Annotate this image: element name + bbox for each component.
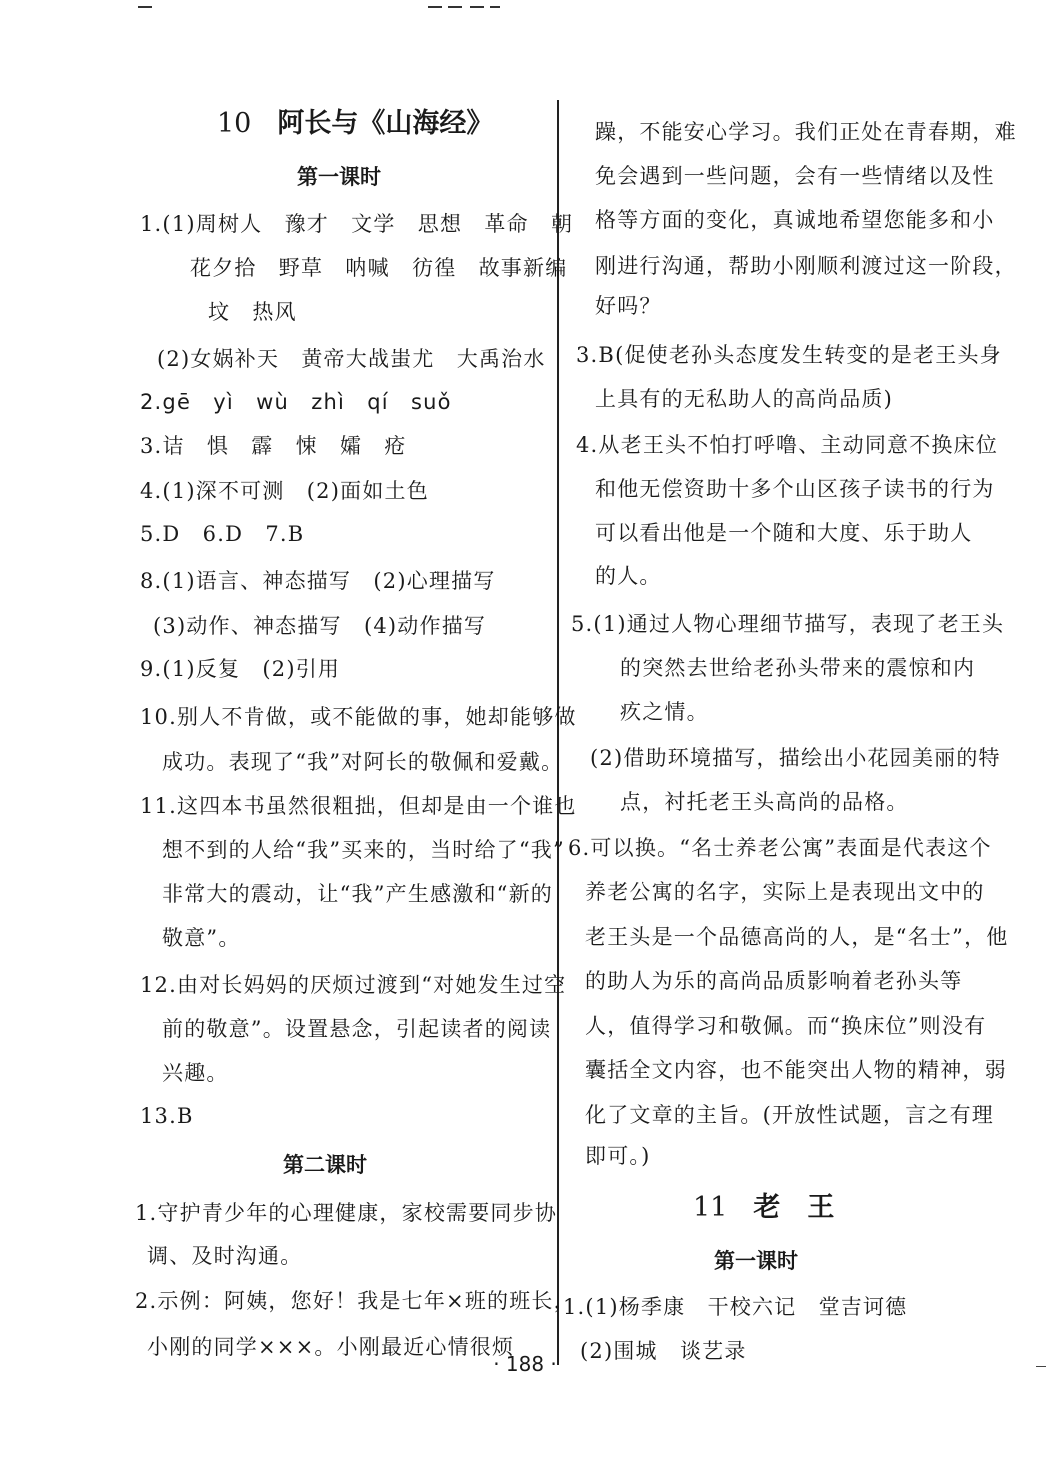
column-divider — [557, 100, 559, 1365]
answer-line: 10.别人不肯做，或不能做的事，她却能够做 — [140, 705, 577, 729]
answer-line: 11.这四本书虽然很粗拙，但却是由一个谁也 — [140, 794, 577, 818]
lesson-number: 11 — [693, 1192, 728, 1223]
lesson-title: 老 王 — [753, 1192, 835, 1223]
answer-line: 想不到的人给“我”买来的，当时给了“我” — [162, 838, 565, 862]
answer-line: (2)围城 谈艺录 — [580, 1339, 747, 1363]
answer-line: 1.守护青少年的心理健康，家校需要同步协 — [135, 1201, 558, 1225]
answer-line: (3)动作、神态描写 (4)动作描写 — [153, 614, 487, 638]
answer-line: 的人。 — [595, 564, 662, 588]
section-heading: 第一课时 — [714, 1249, 798, 1273]
answer-line: 坟 热风 — [208, 300, 297, 324]
answer-line: 格等方面的变化，真诚地希望您能多和小 — [595, 208, 995, 232]
answer-line: 化了文章的主旨。(开放性试题，言之有理 — [585, 1103, 994, 1127]
answer-line: 人，值得学习和敬佩。而“换床位”则没有 — [585, 1014, 987, 1038]
answer-line: 疚之情。 — [620, 700, 709, 724]
answer-line: 刚进行沟通，帮助小刚顺利渡过这一阶段， — [595, 254, 1017, 278]
answer-line: 8.(1)语言、神态描写 (2)心理描写 — [140, 569, 496, 593]
answer-line: 的突然去世给老孙头带来的震惊和内 — [620, 656, 976, 680]
answer-line: 3.诘 惧 霹 悚 孀 疮 — [140, 434, 407, 458]
lesson-11-heading — [693, 1190, 834, 1226]
answer-line: 2.gē yì wù zhì qí suǒ — [140, 390, 452, 414]
answer-line: 兴趣。 — [162, 1061, 229, 1085]
answer-line: 成功。表现了“我”对阿长的敬佩和爱戴。 — [162, 750, 564, 774]
scan-edge-marks — [0, 0, 1050, 14]
answer-line: (2)借助环境描写，描绘出小花园美丽的特 — [590, 746, 1001, 770]
answer-line: 小刚的同学×××。小刚最近心情很烦 — [147, 1335, 515, 1359]
answer-line: 囊括全文内容，也不能突出人物的精神，弱 — [585, 1058, 1007, 1082]
lesson-number: 10 — [217, 108, 252, 139]
answer-line: 调、及时沟通。 — [147, 1244, 303, 1268]
answer-line: 上具有的无私助人的高尚品质) — [595, 387, 893, 411]
answer-line: 2.示例：阿姨，您好！我是七年×班的班长， — [135, 1289, 576, 1313]
answer-line: 1.(1)杨季康 干校六记 堂吉诃德 — [563, 1295, 908, 1319]
answer-line: 6.可以换。“名士养老公寓”表面是代表这个 — [568, 836, 992, 860]
answer-line: 非常大的震动，让“我”产生感激和“新的 — [162, 882, 554, 906]
answer-line: 可以看出他是一个随和大度、乐于助人 — [595, 521, 973, 545]
answer-line: 即可。) — [585, 1144, 651, 1168]
answer-line: 敬意”。 — [162, 926, 241, 950]
answer-line: 3.B(促使老孙头态度发生转变的是老王头身 — [576, 343, 1002, 367]
answer-line: 5.D 6.D 7.B — [140, 522, 305, 546]
answer-line: 花夕拾 野草 呐喊 彷徨 故事新编 — [190, 256, 568, 280]
answer-line: 点，衬托老王头高尚的品格。 — [620, 790, 909, 814]
lesson-title: 阿长与《山海经》 — [277, 108, 494, 139]
answer-line: 5.(1)通过人物心理细节描写，表现了老王头 — [571, 612, 1005, 636]
answer-line: 养老公寓的名字，实际上是表现出文中的 — [585, 880, 985, 904]
answer-line: 前的敬意”。设置悬念，引起读者的阅读 — [162, 1017, 552, 1041]
answer-line: 躁，不能安心学习。我们正处在青春期，难 — [595, 120, 1017, 144]
answer-line: 1.(1)周树人 豫才 文学 思想 革命 朝 — [140, 212, 574, 236]
section-heading: 第一课时 — [297, 165, 381, 189]
answer-line: 13.B — [140, 1104, 194, 1128]
answer-line: 和他无偿资助十多个山区孩子读书的行为 — [595, 477, 995, 501]
answer-line: 好吗？ — [595, 294, 662, 318]
page-number: · 188 · — [493, 1352, 557, 1376]
section-heading: 第二课时 — [283, 1153, 367, 1177]
answer-line: 老王头是一个品德高尚的人，是“名士”，他 — [585, 925, 1009, 949]
answer-line: 免会遇到一些问题，会有一些情绪以及性 — [595, 164, 995, 188]
answer-line: 4.(1)深不可测 (2)面如土色 — [140, 479, 429, 503]
answer-line: 12.由对长妈妈的厌烦过渡到“对她发生过空 — [140, 973, 567, 997]
answer-line: 9.(1)反复 (2)引用 — [140, 657, 341, 681]
scan-edge-mark — [1036, 1366, 1046, 1367]
answer-line: 4.从老王头不怕打呼噜、主动同意不换床位 — [576, 433, 999, 457]
lesson-10-heading — [217, 106, 493, 142]
answer-line: (2)女娲补天 黄帝大战蚩尤 大禹治水 — [157, 347, 546, 371]
answer-line: 的助人为乐的高尚品质影响着老孙头等 — [585, 969, 963, 993]
